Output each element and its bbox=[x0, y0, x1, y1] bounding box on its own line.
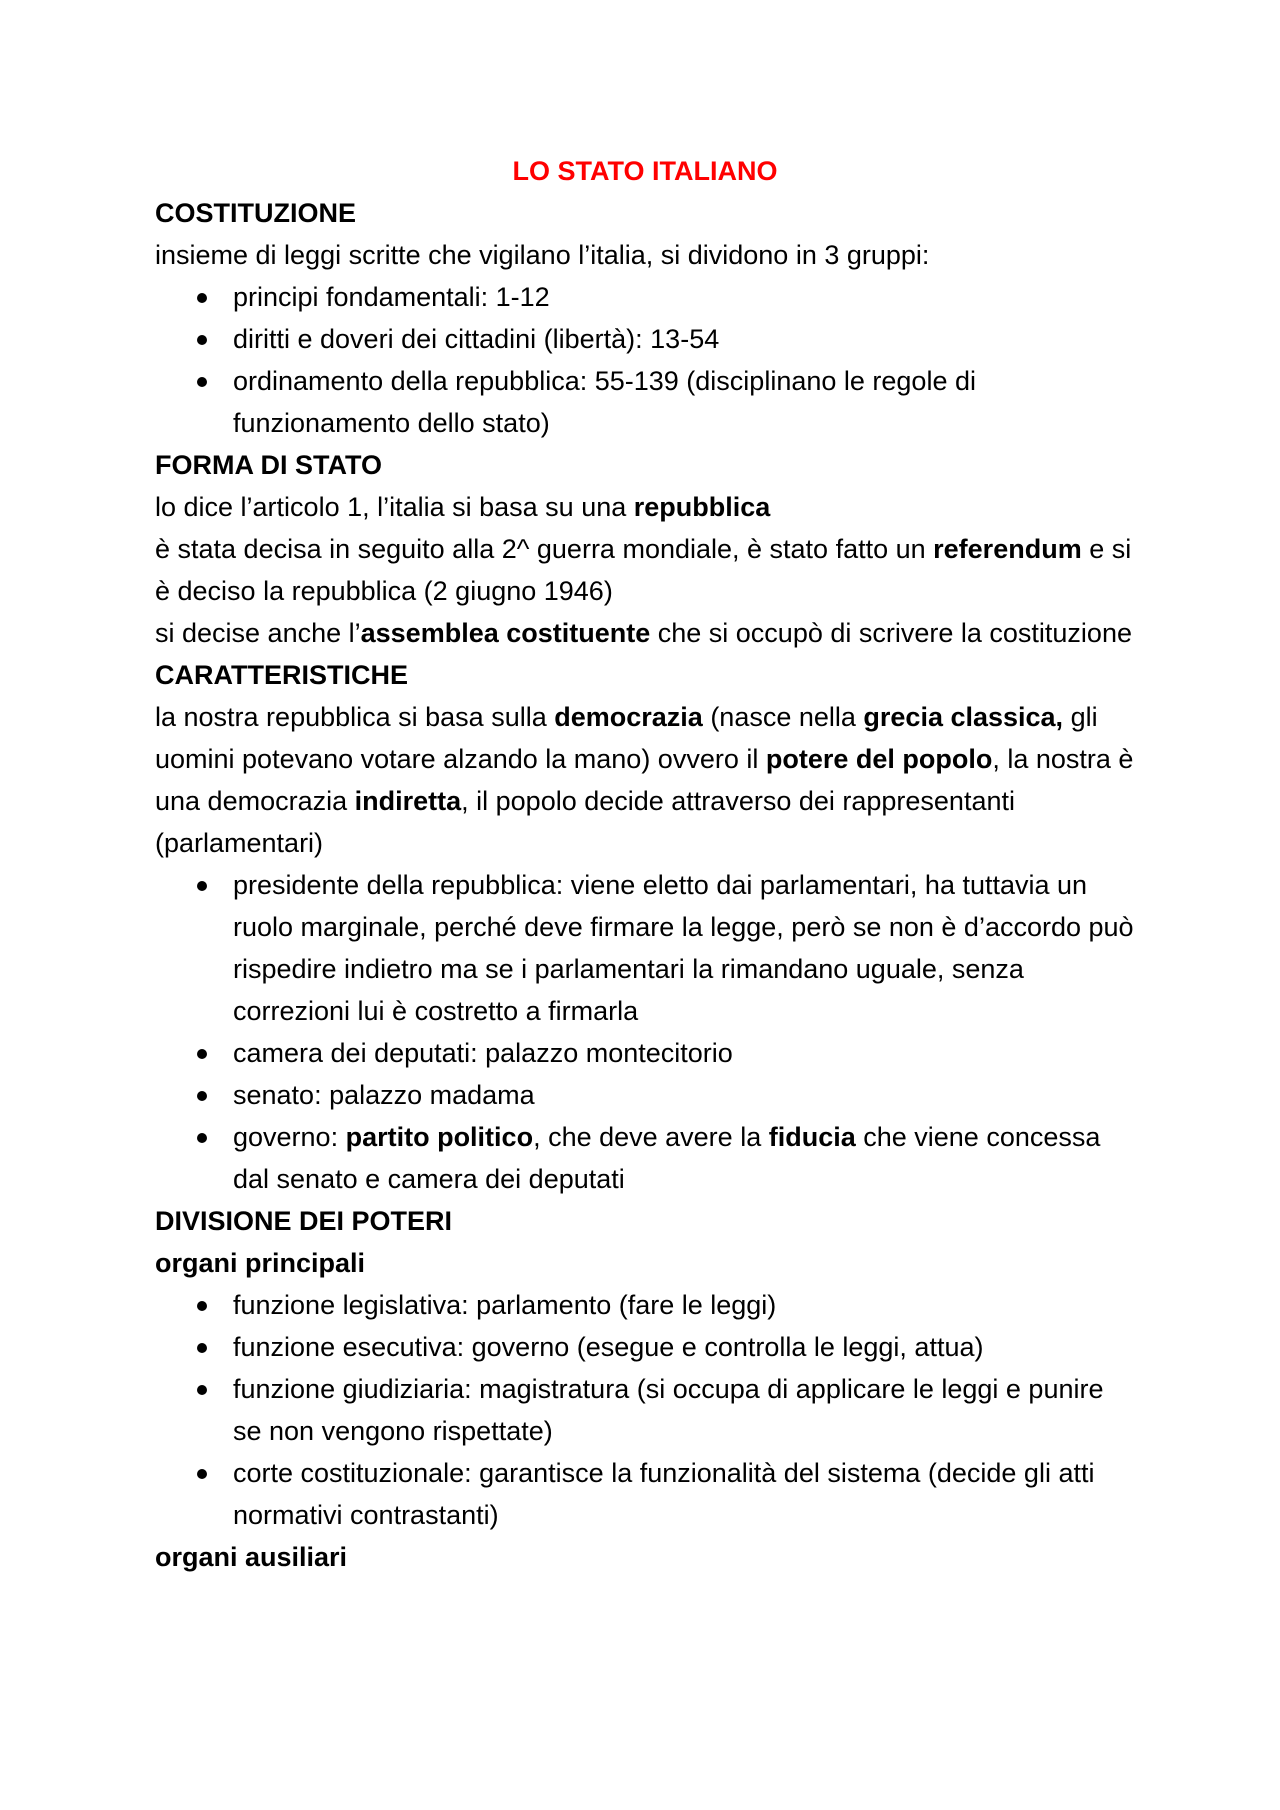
bullet-icon bbox=[197, 1133, 207, 1143]
list-item-text: presidente della repubblica: viene eletto dai parlamentari, ha tuttavia un ruolo marginale, perché deve firmare la legge, però se non è d’accordo può rispedire indietro ma se i parlamentari la rimandano uguale, senza correzioni lui è costretto a firmarla bbox=[233, 870, 1134, 1026]
subheading-organi-principali: organi principali bbox=[155, 1248, 366, 1278]
bullet-icon bbox=[197, 1301, 207, 1311]
bullet-icon bbox=[197, 1469, 207, 1479]
text-run: gli uomini potevano votare alzando la mano) ovvero il bbox=[155, 702, 1098, 774]
caratteristiche-list bbox=[155, 864, 1135, 1200]
text-run: (nasce nella bbox=[702, 702, 864, 732]
list-item-text: funzione legislativa: parlamento (fare le leggi) bbox=[233, 1290, 777, 1320]
bold-term: referendum bbox=[933, 534, 1082, 564]
list-item-text: camera dei deputati: palazzo montecitorio bbox=[233, 1038, 733, 1068]
text-run: lo dice l’articolo 1, l’italia si basa su una bbox=[155, 492, 634, 522]
list-item bbox=[155, 360, 1135, 444]
bold-term: assemblea costituente bbox=[360, 618, 651, 648]
text-run: , la nostra è una democrazia bbox=[155, 744, 1134, 816]
list-item bbox=[155, 1074, 1135, 1116]
text-run: che si occupò di scrivere la costituzione bbox=[650, 618, 1132, 648]
list-item bbox=[155, 276, 1135, 318]
bullet-icon bbox=[197, 881, 207, 891]
bold-term: repubblica bbox=[633, 492, 771, 522]
text-run: la nostra repubblica si basa sulla bbox=[155, 702, 555, 732]
section-heading-forma-di-stato: FORMA DI STATO bbox=[155, 450, 382, 480]
text-run: si decise anche l’ bbox=[155, 618, 361, 648]
page-title: LO STATO ITALIANO bbox=[512, 156, 778, 186]
list-item-text: corte costituzionale: garantisce la funzionalità del sistema (decide gli atti normativi contrastanti) bbox=[233, 1458, 1095, 1530]
list-item-text: principi fondamentali: 1-12 bbox=[233, 282, 550, 312]
document-page bbox=[155, 150, 1135, 1578]
costituzione-intro: insieme di leggi scritte che vigilano l’italia, si dividono in 3 gruppi: bbox=[155, 240, 930, 270]
subheading-organi-ausiliari: organi ausiliari bbox=[155, 1542, 348, 1572]
forma-paragraph-2 bbox=[155, 528, 1135, 612]
forma-paragraph-1 bbox=[155, 486, 1135, 528]
bullet-icon bbox=[197, 377, 207, 387]
list-item-text: ordinamento della repubblica: 55-139 (disciplinano le regole di funzionamento dello stato) bbox=[233, 366, 976, 438]
bold-term: grecia classica, bbox=[863, 702, 1064, 732]
bullet-icon bbox=[197, 1343, 207, 1353]
bold-term: democrazia bbox=[554, 702, 703, 732]
bold-term: indiretta bbox=[354, 786, 462, 816]
text-run: , il popolo decide attraverso dei rappresentanti (parlamentari) bbox=[155, 786, 1015, 858]
organi-principali-list bbox=[155, 1284, 1135, 1536]
bold-term: potere del popolo bbox=[765, 744, 993, 774]
bullet-icon bbox=[197, 293, 207, 303]
costituzione-list bbox=[155, 276, 1135, 444]
list-item bbox=[155, 318, 1135, 360]
bullet-icon bbox=[197, 1049, 207, 1059]
list-item bbox=[155, 1032, 1135, 1074]
list-item bbox=[155, 864, 1135, 1032]
forma-paragraph-3 bbox=[155, 612, 1135, 654]
text-run: è stata decisa in seguito alla 2^ guerra mondiale, è stato fatto un bbox=[155, 534, 934, 564]
caratteristiche-paragraph bbox=[155, 696, 1135, 864]
list-item bbox=[155, 1452, 1135, 1536]
list-item bbox=[155, 1368, 1135, 1452]
list-item-text: funzione giudiziaria: magistratura (si occupa di applicare le leggi e punire se non vengono rispettate) bbox=[233, 1374, 1104, 1446]
list-item-text: senato: palazzo madama bbox=[233, 1080, 535, 1110]
bullet-icon bbox=[197, 1091, 207, 1101]
list-item bbox=[155, 1326, 1135, 1368]
text-run: , che deve avere la bbox=[533, 1122, 769, 1152]
bold-term: fiducia bbox=[768, 1122, 856, 1152]
text-run: che viene concessa dal senato e camera dei deputati bbox=[233, 1122, 1101, 1194]
list-item bbox=[155, 1116, 1135, 1200]
section-heading-caratteristiche: CARATTERISTICHE bbox=[155, 660, 408, 690]
list-item bbox=[155, 1284, 1135, 1326]
list-item-text: funzione esecutiva: governo (esegue e controlla le leggi, attua) bbox=[233, 1332, 984, 1362]
bold-term: partito politico bbox=[345, 1122, 534, 1152]
section-heading-divisione-dei-poteri: DIVISIONE DEI POTERI bbox=[155, 1206, 453, 1236]
list-item-text: diritti e doveri dei cittadini (libertà): 13-54 bbox=[233, 324, 720, 354]
bullet-icon bbox=[197, 335, 207, 345]
bullet-icon bbox=[197, 1385, 207, 1395]
section-heading-costituzione: COSTITUZIONE bbox=[155, 198, 356, 228]
text-run: e si è deciso la repubblica (2 giugno 1946) bbox=[155, 534, 1132, 606]
text-run: governo: bbox=[233, 1122, 346, 1152]
